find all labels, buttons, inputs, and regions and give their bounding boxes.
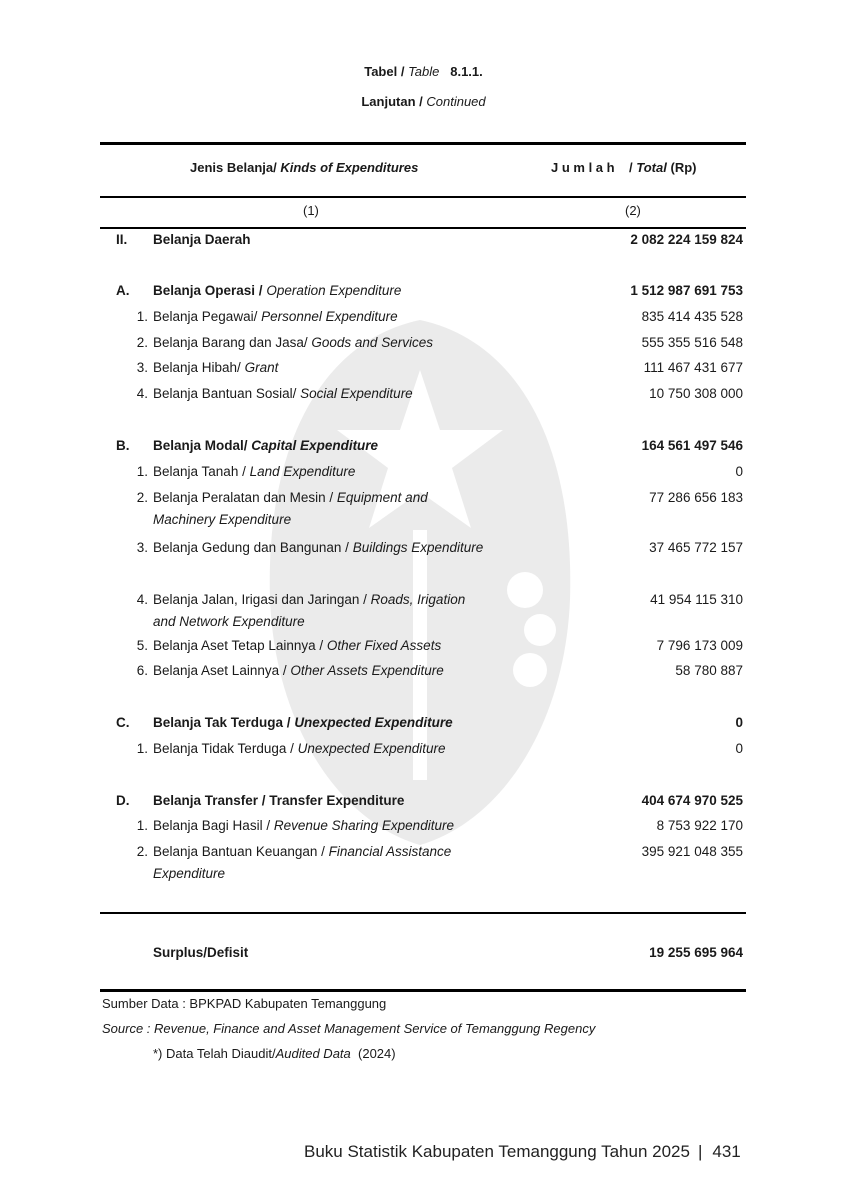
row-label-en: Unexpected Expenditure bbox=[297, 741, 446, 756]
source-id: Sumber Data : BPKPAD Kabupaten Temanggung bbox=[102, 996, 387, 1011]
row-number: 4. bbox=[136, 386, 148, 401]
row-value: 404 674 970 525 bbox=[641, 793, 743, 808]
row-label: Belanja Transfer / Transfer Expenditure bbox=[153, 793, 405, 808]
row-label-id: Belanja Operasi / bbox=[153, 283, 263, 298]
row-label-id: Belanja Jalan, Irigasi dan Jaringan / bbox=[153, 592, 367, 607]
footer-separator: | bbox=[697, 1142, 703, 1161]
row-label bbox=[153, 435, 523, 457]
audit-note-en: Audited Data bbox=[275, 1046, 351, 1061]
row-label bbox=[153, 589, 523, 633]
row-label bbox=[153, 357, 523, 379]
row-label-id: Belanja Gedung dan Bangunan / bbox=[153, 540, 349, 555]
row-label-en: Social Expenditure bbox=[300, 386, 413, 401]
row-label bbox=[153, 383, 523, 405]
row-label-id: Belanja Tanah / bbox=[153, 464, 246, 479]
row-label-id: Belanja Aset Tetap Lainnya / bbox=[153, 638, 324, 653]
surplus-label: Surplus/Defisit bbox=[153, 945, 249, 960]
surplus-top-rule bbox=[100, 912, 746, 914]
row-label bbox=[153, 712, 523, 734]
row-label-id: Belanja Tak Terduga / bbox=[153, 715, 291, 730]
row-label bbox=[153, 635, 523, 657]
row-label bbox=[153, 841, 523, 885]
row-code: A. bbox=[116, 283, 130, 298]
caption-label: Tabel / bbox=[364, 64, 405, 79]
subcaption-label-en: Continued bbox=[426, 94, 486, 109]
column-header-kinds-en: Kinds of Expenditures bbox=[280, 160, 419, 175]
column-header-total bbox=[551, 160, 696, 175]
row-label-id: Belanja Bantuan Keuangan / bbox=[153, 844, 325, 859]
column-header-kinds bbox=[190, 160, 418, 175]
row-label-id: Belanja Bantuan Sosial/ bbox=[153, 386, 297, 401]
row-label bbox=[153, 487, 523, 531]
row-number: 1. bbox=[136, 741, 148, 756]
row-label bbox=[153, 280, 523, 302]
row-number: 1. bbox=[136, 464, 148, 479]
row-value: 58 780 887 bbox=[675, 663, 743, 678]
row-value: 8 753 922 170 bbox=[656, 818, 743, 833]
caption-number: 8.1.1. bbox=[450, 64, 483, 79]
row-label-id: Belanja Bagi Hasil / bbox=[153, 818, 271, 833]
row-label-id: Belanja Tidak Terduga / bbox=[153, 741, 294, 756]
row-label-id: Belanja Modal/ bbox=[153, 438, 248, 453]
row-number: 2. bbox=[136, 844, 148, 859]
row-value: 2 082 224 159 824 bbox=[630, 232, 743, 247]
row-code: II. bbox=[116, 232, 128, 247]
row-label-en: Other Assets Expenditure bbox=[290, 663, 444, 678]
row-number: 3. bbox=[136, 540, 148, 555]
table-caption bbox=[0, 64, 847, 79]
row-code: D. bbox=[116, 793, 130, 808]
row-label-en-cont: Expenditure bbox=[153, 866, 226, 881]
row-label-en: Unexpected Expenditure bbox=[294, 715, 453, 730]
row-label bbox=[153, 461, 523, 483]
row-label-en-cont: and Network Expenditure bbox=[153, 614, 305, 629]
row-value: 111 467 431 677 bbox=[643, 360, 743, 375]
row-label-en: Buildings Expenditure bbox=[352, 540, 484, 555]
row-number: 1. bbox=[136, 818, 148, 833]
row-value: 0 bbox=[735, 715, 743, 730]
row-value: 77 286 656 183 bbox=[649, 490, 743, 505]
row-label-id: Belanja Peralatan dan Mesin / bbox=[153, 490, 334, 505]
row-value: 0 bbox=[735, 741, 743, 756]
column-number-1: (1) bbox=[303, 203, 319, 218]
audit-note-year: (2024) bbox=[350, 1046, 396, 1061]
column-header-kinds-id: Jenis Belanja/ bbox=[190, 160, 277, 175]
page-footer bbox=[304, 1142, 741, 1162]
row-value: 7 796 173 009 bbox=[656, 638, 743, 653]
row-value: 10 750 308 000 bbox=[649, 386, 743, 401]
row-value: 0 bbox=[735, 464, 743, 479]
column-header-unit: (Rp) bbox=[670, 160, 697, 175]
row-value: 395 921 048 355 bbox=[641, 844, 743, 859]
row-code: C. bbox=[116, 715, 130, 730]
row-label-en: Roads, Irigation bbox=[370, 592, 466, 607]
caption-label-en: Table bbox=[408, 64, 440, 79]
row-label: Belanja Daerah bbox=[153, 232, 251, 247]
row-label-en: Equipment and bbox=[336, 490, 428, 505]
subcaption-label: Lanjutan / bbox=[361, 94, 423, 109]
row-label bbox=[153, 332, 523, 354]
table-top-rule bbox=[100, 142, 746, 145]
footer-title: Buku Statistik Kabupaten Temanggung Tahun 2025 bbox=[304, 1142, 690, 1161]
row-label-id: Belanja Hibah/ bbox=[153, 360, 241, 375]
row-value: 41 954 115 310 bbox=[650, 592, 743, 607]
row-label-en: Operation Expenditure bbox=[266, 283, 402, 298]
row-number: 6. bbox=[136, 663, 148, 678]
row-label-en: Goods and Services bbox=[311, 335, 433, 350]
row-value: 37 465 772 157 bbox=[649, 540, 743, 555]
row-label-en-cont: Machinery Expenditure bbox=[153, 512, 292, 527]
row-code: B. bbox=[116, 438, 130, 453]
row-number: 2. bbox=[136, 335, 148, 350]
column-header-total-en: Total bbox=[636, 160, 667, 175]
source-en: Source : Revenue, Finance and Asset Management Service of Temanggung Regency bbox=[102, 1021, 596, 1036]
row-label bbox=[153, 738, 523, 760]
row-label-en: Land Expenditure bbox=[249, 464, 356, 479]
row-label bbox=[153, 537, 573, 559]
row-label bbox=[153, 815, 523, 837]
row-number: 1. bbox=[136, 309, 148, 324]
row-number: 3. bbox=[136, 360, 148, 375]
row-label-id: Belanja Barang dan Jasa/ bbox=[153, 335, 308, 350]
row-value: 1 512 987 691 753 bbox=[630, 283, 743, 298]
audit-note-prefix: *) Data Telah Diaudit/ bbox=[153, 1046, 276, 1061]
row-label bbox=[153, 306, 523, 328]
row-value: 835 414 435 528 bbox=[641, 309, 743, 324]
table-bottom-rule bbox=[100, 989, 746, 992]
page-number: 431 bbox=[712, 1142, 741, 1161]
row-label-en: Revenue Sharing Expenditure bbox=[273, 818, 454, 833]
table-subcaption bbox=[0, 94, 847, 109]
surplus-value: 19 255 695 964 bbox=[649, 945, 743, 960]
row-label bbox=[153, 660, 523, 682]
row-value: 164 561 497 546 bbox=[641, 438, 743, 453]
column-header-total-id: J u m l a h bbox=[551, 160, 615, 175]
row-number: 5. bbox=[136, 638, 148, 653]
header-rule bbox=[100, 196, 746, 198]
column-header-slash: / bbox=[629, 160, 633, 175]
row-value: 555 355 516 548 bbox=[641, 335, 743, 350]
row-number: 2. bbox=[136, 490, 148, 505]
row-label-en: Capital Expenditure bbox=[251, 438, 379, 453]
audit-note bbox=[153, 1046, 396, 1061]
row-label-id: Belanja Pegawai/ bbox=[153, 309, 258, 324]
column-number-2: (2) bbox=[625, 203, 641, 218]
row-number: 4. bbox=[136, 592, 148, 607]
row-label-id: Belanja Aset Lainnya / bbox=[153, 663, 287, 678]
row-label-en: Grant bbox=[244, 360, 279, 375]
row-label-en: Other Fixed Assets bbox=[326, 638, 442, 653]
row-label-en: Financial Assistance bbox=[328, 844, 452, 859]
row-label-en: Personnel Expenditure bbox=[261, 309, 398, 324]
